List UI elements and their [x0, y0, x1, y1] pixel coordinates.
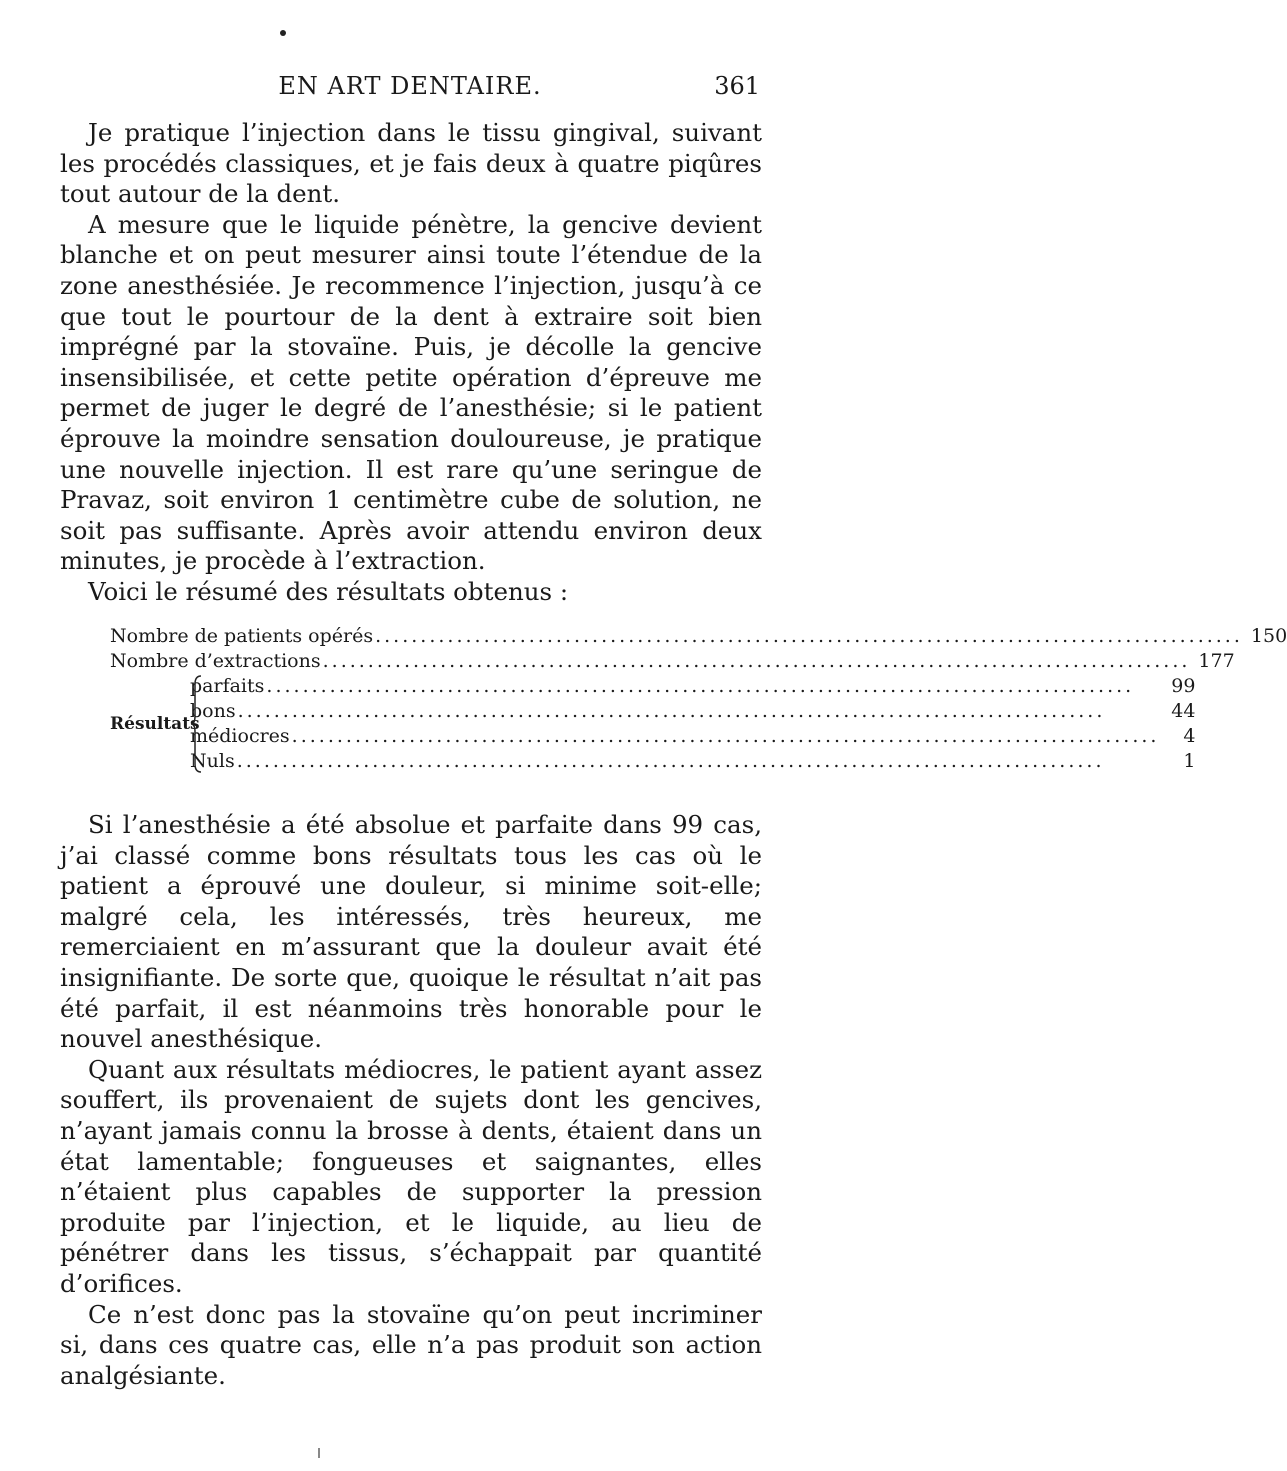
paragraph: Si l’anesthésie a été absolue et parfaite dans 99 cas, j’ai classé comme bons résultats tous les cas où le patient a éprouvé une douleur, si minime soit-elle; malgré cela, les intéressés, très heureux, me remerciaient en m’assurant que la douleur avait été insignifiante. De sorte que, quoique le résultat n’ait pas été parfait, il est néanmoins très honorable pour le nouvel anesthésique.	[60, 810, 762, 1054]
dot-leader	[266, 674, 1159, 699]
paragraph: Quant aux résultats médiocres, le patient ayant assez souffert, ils provenaient de sujets dont les gencives, n’ayant jamais connu la brosse à dents, étaient dans un état lamentable; fongueuses et saignantes, elles n’étaient plus capables de supporter la pression produite par l’injection, et le liquide, au lieu de pénétrer dans les tissus, s’échappait par quantité d’orifices.	[60, 1054, 762, 1298]
stats-value: 99	[1171, 675, 1196, 697]
dot-leader	[238, 699, 1160, 724]
print-mark	[318, 1448, 320, 1458]
stats-label: Nombre de patients opérés	[110, 625, 374, 647]
page-header	[60, 70, 760, 110]
dot-leader	[292, 724, 1160, 749]
stats-label: parfaits	[190, 675, 265, 697]
paragraph: Je pratique l’injection dans le tissu gingival, suivant les procédés classiques, et je fais deux à quatre piqûres tout autour de la dent.	[60, 118, 762, 209]
paragraph: A mesure que le liquide pénètre, la gencive devient blanche et on peut mesurer ainsi toute l’étendue de la zone anesthésiée. Je recommence l’injection, jusqu’à ce que tout le pourtour de la dent à extraire soit bien imprégné par la stovaïne. Puis, je décolle la gencive insensibilisée, et cette petite opération d’épreuve me permet de juger le degré de l’anesthésie; si le patient éprouve la moindre sensation douloureuse, je pratique une nouvelle injection. Il est rare qu’une seringue de Pravaz, soit environ 1 centimètre cube de solution, ne soit pas suffisante. Après avoir attendu environ deux minutes, je procède à l’extraction.	[60, 209, 762, 576]
stats-row	[190, 724, 1195, 749]
results-table	[110, 624, 1287, 774]
stats-label: médiocres	[190, 725, 290, 747]
running-title: EN ART DENTAIRE.	[278, 72, 542, 100]
stats-row	[190, 749, 1195, 774]
paragraph: Ce n’est donc pas la stovaïne qu’on peut incriminer si, dans ces quatre cas, elle n’a pas produit son action analgésiante.	[60, 1299, 762, 1390]
stats-value: 150	[1250, 625, 1287, 647]
page-number: 361	[714, 72, 760, 100]
stats-value: 177	[1198, 650, 1235, 672]
stats-value: 44	[1171, 700, 1196, 722]
stats-row	[110, 649, 1235, 674]
stats-label: Nuls	[190, 750, 235, 772]
stats-row	[190, 699, 1195, 724]
stats-value: 1	[1183, 750, 1196, 772]
stats-label: Nombre d’extractions	[110, 650, 321, 672]
print-mark	[280, 30, 286, 36]
stats-row	[110, 624, 1287, 649]
results-rows	[190, 674, 1195, 774]
body-text-top	[60, 118, 762, 608]
dot-leader	[237, 749, 1160, 774]
paragraph: Voici le résumé des résultats obtenus :	[88, 576, 569, 606]
stats-row	[190, 674, 1195, 699]
stats-value: 4	[1183, 725, 1196, 747]
stats-label: bons	[190, 700, 236, 722]
dot-leader	[323, 649, 1191, 674]
results-group	[110, 674, 1196, 774]
body-text-bottom	[60, 810, 762, 1391]
results-label: Résultats	[110, 713, 200, 734]
dot-leader	[375, 624, 1243, 649]
